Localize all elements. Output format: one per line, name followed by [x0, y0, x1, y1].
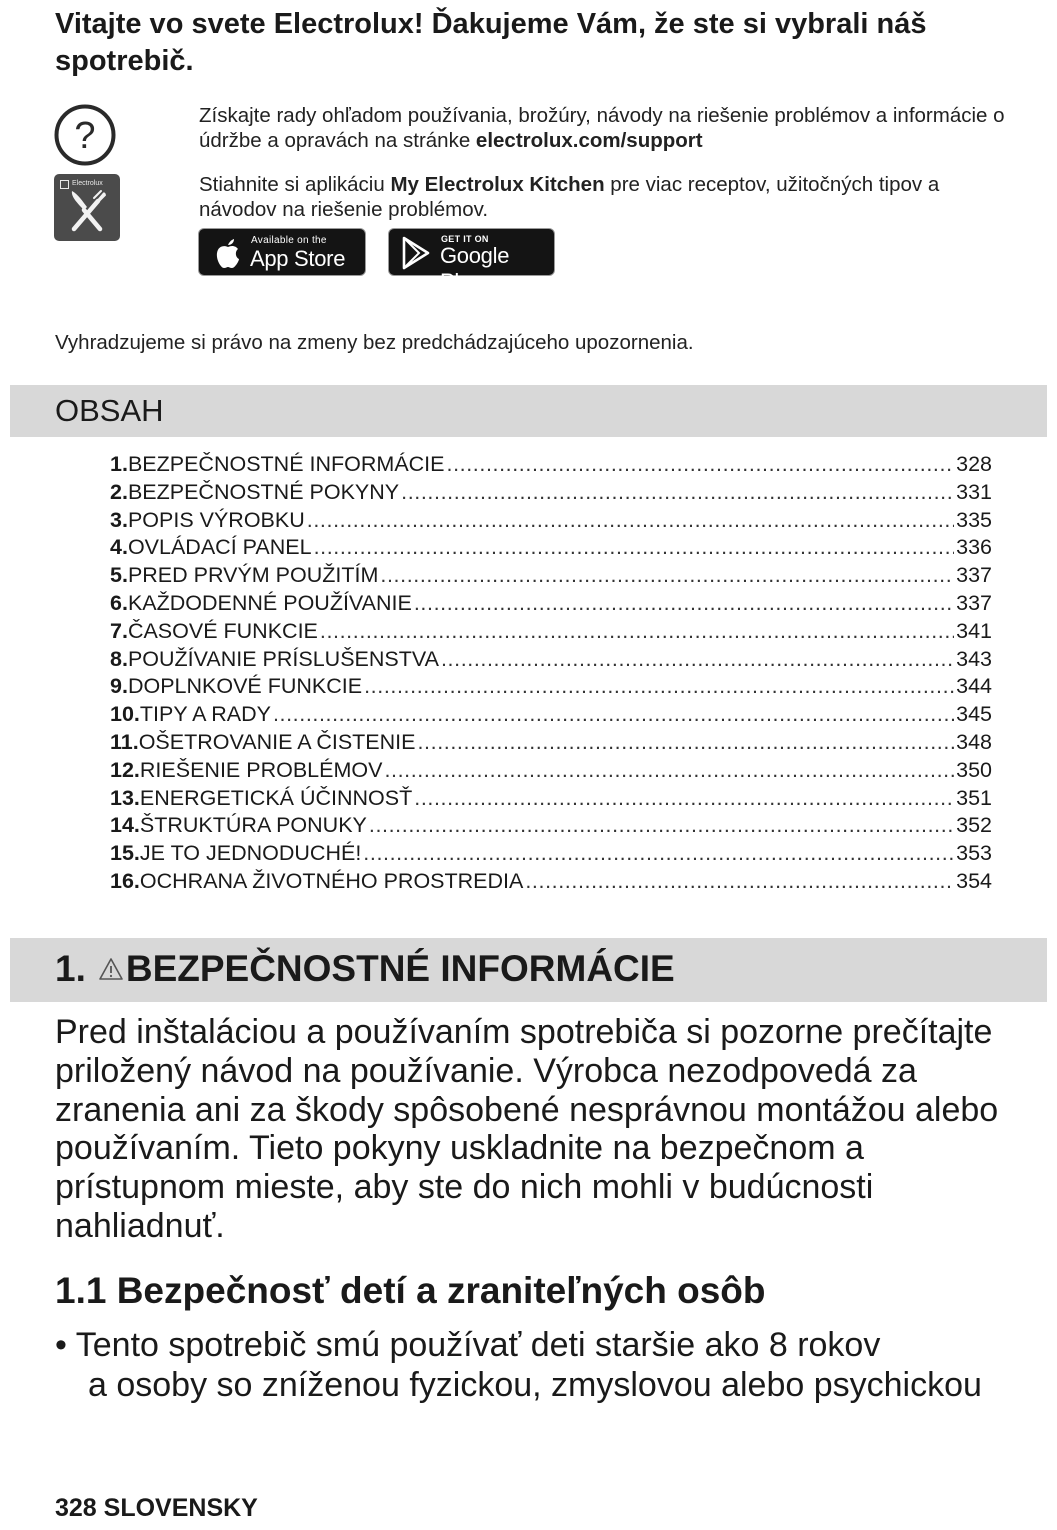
- subsection-title: 1.1 Bezpečnosť detí a zraniteľných osôb: [55, 1270, 766, 1311]
- section1-title: [55, 948, 675, 990]
- app-text-prefix: Stiahnite si aplikáciu: [199, 173, 391, 196]
- toc-item[interactable]: [110, 840, 992, 868]
- google-play-small-text: GET IT ON: [441, 234, 489, 244]
- toc-item[interactable]: [110, 590, 992, 618]
- toc-dot-leader: [380, 562, 954, 590]
- app-store-small-text: Available on the: [251, 235, 327, 246]
- toc-item-page: 328: [956, 452, 992, 476]
- toc-item-label: OVLÁDACÍ PANEL: [127, 535, 312, 560]
- toc-item[interactable]: [110, 534, 992, 562]
- google-play-icon: [400, 236, 432, 270]
- toc-item-page: 352: [956, 813, 992, 838]
- section1-number: 1.: [55, 948, 86, 989]
- app-store-badge[interactable]: [198, 228, 366, 276]
- bullet-line-2: a osoby so zníženou fyzickou, zmyslovou alebo psychickou: [88, 1365, 982, 1404]
- toc-item-label: ŠTRUKTÚRA PONUKY: [139, 813, 367, 838]
- change-notice: Vyhradzujeme si právo na zmeny bez predchádzajúceho upozornenia.: [55, 331, 694, 354]
- toc-item-page: 337: [956, 590, 992, 615]
- support-text: Získajte rady ohľadom používania, brožúry, návody na riešenie problémov a informácie o údržbe a opravách na stránke: [199, 104, 1005, 152]
- toc-dot-leader: [414, 785, 954, 813]
- toc-dot-leader: [273, 701, 954, 729]
- bullet-line-1: Tento spotrebič smú používať deti staršie ako 8 rokov: [75, 1326, 881, 1364]
- toc-dot-leader: [384, 757, 954, 785]
- toc-dot-leader: [414, 590, 954, 618]
- toc-item-number: 7.: [110, 618, 128, 643]
- toc-item-number: 4.: [110, 535, 128, 560]
- toc-dot-leader: [364, 673, 954, 701]
- toc-item-number: 14.: [110, 813, 140, 838]
- toc-item-number: 9.: [110, 674, 128, 699]
- app-name: My Electrolux Kitchen: [390, 173, 605, 196]
- toc-item-label: ČASOVÉ FUNKCIE: [127, 618, 318, 643]
- toc-item-number: 1.: [110, 452, 128, 476]
- toc-item-number: 5.: [110, 563, 128, 588]
- toc-item[interactable]: [110, 451, 992, 479]
- support-link[interactable]: electrolux.com/support: [475, 129, 703, 152]
- toc-title: OBSAH: [55, 393, 164, 428]
- toc-item-label: OŠETROVANIE A ČISTENIE: [138, 729, 416, 754]
- toc-item[interactable]: [110, 701, 992, 729]
- toc-item-page: 331: [956, 479, 992, 504]
- toc-item-label: OCHRANA ŽIVOTNÉHO PROSTREDIA: [139, 868, 524, 893]
- bullet-marker: •: [55, 1326, 76, 1364]
- app-text-suffix: pre viac receptov, užitočných tipov a návodov na riešenie problémov.: [199, 173, 940, 221]
- toc-item-number: 10.: [110, 702, 140, 727]
- toc-item[interactable]: [110, 785, 992, 813]
- toc-item-label: POUŽÍVANIE PRÍSLUŠENSTVA: [127, 646, 439, 671]
- electrolux-app-icon: [54, 174, 120, 241]
- toc-item-label: RIEŠENIE PROBLÉMOV: [139, 757, 383, 782]
- section1-title-text: BEZPEČNOSTNÉ INFORMÁCIE: [125, 948, 675, 989]
- toc-item-label: PRED PRVÝM POUŽITÍM: [127, 563, 379, 588]
- toc-item-label: ENERGETICKÁ ÚČINNOSŤ: [139, 785, 413, 810]
- toc-item-page: 350: [956, 757, 992, 782]
- toc-dot-leader: [314, 534, 955, 562]
- toc-item-label: BEZPEČNOSTNÉ INFORMÁCIE: [127, 452, 445, 476]
- toc-item-number: 16.: [110, 868, 140, 893]
- section1-body: Pred inštaláciou a používaním spotrebiča si pozorne prečítajte priložený návod na používanie. Výrobca nezodpovedá za zranenia ani za škody spôsobené nesprávnou montážou alebo používaním. Tieto pokyny uskladnite na bezpečnom a prístupnom mieste, aby ste do nich mohli v budúcnosti nahliadnuť.: [55, 1013, 999, 1245]
- toc-item-number: 13.: [110, 785, 140, 810]
- apple-icon: [213, 236, 243, 270]
- toc-item[interactable]: [110, 646, 992, 674]
- toc-item-number: 3.: [110, 507, 128, 532]
- toc-dot-leader: [401, 479, 954, 507]
- toc-item-number: 11.: [110, 729, 139, 754]
- toc-item[interactable]: [110, 812, 992, 840]
- app-store-big-text: App Store: [250, 246, 346, 271]
- toc-item[interactable]: [110, 729, 992, 757]
- toc-item[interactable]: [110, 757, 992, 785]
- toc-dot-leader: [441, 646, 954, 674]
- toc-item[interactable]: [110, 562, 992, 590]
- toc-item-page: 354: [956, 868, 992, 893]
- toc-item-page: 353: [956, 841, 992, 866]
- page-footer: 328 SLOVENSKY: [55, 1494, 258, 1522]
- toc-item-page: 337: [956, 563, 992, 588]
- toc-item-label: BEZPEČNOSTNÉ POKYNY: [127, 479, 400, 504]
- toc-item-page: 336: [956, 535, 992, 560]
- toc-item-label: POPIS VÝROBKU: [127, 507, 305, 532]
- toc-item-label: DOPLNKOVÉ FUNKCIE: [127, 674, 363, 699]
- toc-item-page: 341: [956, 618, 992, 643]
- help-question-icon: [54, 104, 116, 166]
- toc-item-page: 348: [956, 729, 992, 754]
- toc-item-label: JE TO JEDNODUCHÉ!: [139, 841, 362, 866]
- toc-list: [110, 451, 992, 896]
- toc-item-page: 351: [956, 785, 992, 810]
- toc-item-number: 6.: [110, 590, 128, 615]
- toc-item[interactable]: [110, 868, 992, 896]
- toc-item-page: 343: [956, 646, 992, 671]
- app-info: [199, 172, 1019, 222]
- toc-item[interactable]: [110, 673, 992, 701]
- app-icon-brand: Electrolux: [72, 180, 103, 187]
- welcome-heading: Vitajte vo svete Electrolux! Ďakujeme Vám, že ste si vybrali náš spotrebič.: [55, 8, 927, 77]
- toc-dot-leader: [369, 812, 954, 840]
- google-play-big-text: Google Play: [440, 243, 510, 294]
- toc-dot-leader: [320, 618, 954, 646]
- toc-item-number: 8.: [110, 646, 128, 671]
- bullet-item: [55, 1326, 1055, 1405]
- toc-dot-leader: [307, 507, 954, 535]
- toc-header-band: [10, 385, 1047, 437]
- fork-knife-icon: [54, 174, 120, 241]
- toc-item-number: 2.: [110, 479, 128, 504]
- toc-item-label: KAŽDODENNÉ POUŽÍVANIE: [127, 590, 412, 615]
- toc-item[interactable]: [110, 479, 992, 507]
- toc-item-label: TIPY A RADY: [139, 702, 271, 727]
- toc-dot-leader: [447, 451, 955, 479]
- toc-item[interactable]: [110, 618, 992, 646]
- toc-item-page: 344: [956, 674, 992, 699]
- svg-text:?: ?: [74, 115, 96, 157]
- toc-item-number: 12.: [110, 757, 140, 782]
- toc-item-number: 15.: [110, 841, 140, 866]
- toc-item-page: 335: [956, 507, 992, 532]
- toc-item-page: 345: [956, 702, 992, 727]
- toc-dot-leader: [525, 868, 954, 896]
- toc-item[interactable]: [110, 507, 992, 535]
- google-play-badge[interactable]: [388, 228, 555, 294]
- toc-dot-leader: [417, 729, 954, 757]
- toc-dot-leader: [363, 840, 954, 868]
- support-info: [199, 103, 1019, 153]
- warning-triangle-icon: [98, 957, 124, 981]
